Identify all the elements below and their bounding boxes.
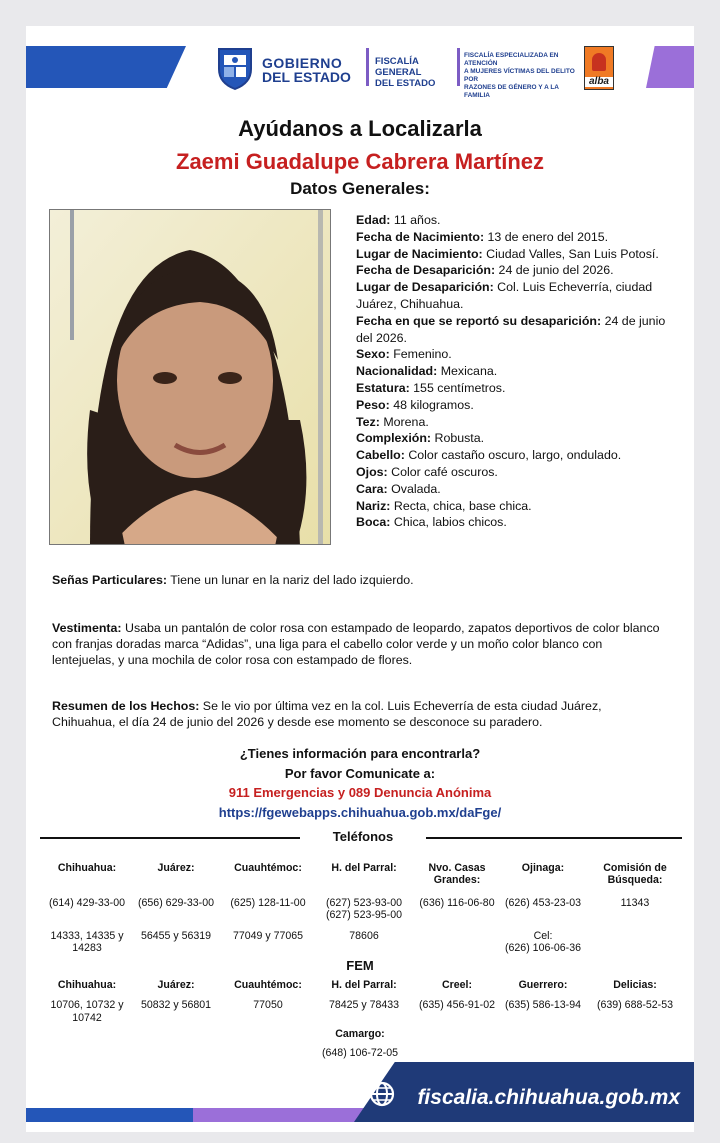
table-cell: Cel: (626) 106-06-36 (505, 929, 581, 955)
info-label: Ojos: (356, 464, 388, 479)
table-cell: (626) 453-23-03 (505, 896, 581, 909)
info-label: Boca: (356, 515, 391, 530)
table-cell: 78606 (349, 929, 379, 942)
table-header-cell: Cuauhtémoc: (234, 862, 302, 874)
datos-generales-title: Datos Generales: (290, 179, 430, 198)
table-header-cell: Comisión de Búsqueda: (603, 862, 667, 887)
header-band-right (646, 46, 694, 88)
table-cell: (635) 586-13-94 (505, 999, 581, 1012)
missing-person-name: Zaemi Guadalupe Cabrera Martínez (176, 149, 544, 174)
table-header-cell: Guerrero: (518, 979, 568, 991)
info-row (356, 346, 666, 363)
info-label: Cabello: (356, 448, 405, 463)
info-row (356, 279, 666, 313)
gobierno-line1: GOBIERNO (262, 55, 343, 71)
info-label: Complexión: (356, 431, 432, 446)
info-value: 13 de enero del 2015. (484, 229, 609, 244)
table-cell: 77049 y 77065 (232, 929, 304, 942)
table-cell (414, 930, 500, 955)
table-header-cell: Ojinaga: (521, 862, 565, 874)
general-info-list (356, 212, 666, 531)
fiscalia-line1: FISCALÍA GENERAL (375, 56, 422, 78)
info-value: Color café oscuros. (387, 464, 498, 479)
alba-figure-icon (592, 53, 606, 71)
table-cell: 10706, 10732 y 10742 (50, 999, 124, 1024)
info-value: Col. Luis Echeverría, ciudad Juárez, Chihuahua. (356, 280, 653, 311)
table-cell: (614) 429-33-00 (49, 896, 125, 909)
fem-title: FEM (346, 958, 374, 973)
globe-icon (368, 1080, 396, 1108)
senas-value: Tiene un lunar en la nariz del lado izquierdo. (167, 573, 414, 587)
info-label: Fecha en que se reportó su desaparición: (356, 313, 602, 328)
fiscalia-logo-text (375, 56, 455, 89)
info-value: Ovalada. (387, 481, 441, 496)
senas-label: Señas Particulares: (52, 573, 168, 587)
telefonos-table (44, 862, 684, 954)
gobierno-logo-text (262, 56, 351, 84)
emergency-numbers: 911 Emergencias y 089 Denuncia Anónima (228, 785, 492, 800)
info-row (356, 262, 666, 279)
table-cell: (627) 523-93-00 (627) 523-95-00 (326, 896, 402, 922)
fiscalia-line2: DEL ESTADO (375, 78, 436, 89)
camargo-phone: (648) 106-72-05 (322, 1047, 398, 1059)
info-row (356, 246, 666, 263)
fem-table (44, 979, 684, 1024)
page-title: Ayúdanos a Localizarla (238, 116, 482, 141)
table-cell: 11343 (620, 896, 650, 909)
table-header-cell: Delicias: (613, 979, 657, 991)
info-value: Mexicana. (437, 364, 498, 379)
table-cell: 50832 y 56801 (140, 999, 212, 1012)
info-label: Peso: (356, 397, 390, 412)
info-value: 24 de junio del 2026. (495, 263, 614, 278)
gobierno-line2: DEL ESTADO (262, 69, 351, 85)
telefonos-rule-left (40, 837, 300, 839)
info-row (356, 447, 666, 464)
header-divider-2 (457, 48, 460, 86)
telefonos-title: Teléfonos (332, 829, 394, 844)
table-cell (586, 930, 684, 955)
table-cell: (656) 629-33-00 (138, 896, 214, 909)
info-value: Color castaño oscuro, largo, ondulado. (404, 448, 622, 463)
info-row (356, 212, 666, 229)
info-row (356, 464, 666, 481)
missing-person-photo (49, 209, 331, 545)
info-value: Robusta. (431, 431, 485, 446)
info-label: Tez: (356, 414, 380, 429)
info-label: Nariz: (356, 498, 391, 513)
especializada-line1: FISCALÍA ESPECIALIZADA EN ATENCIÓN (464, 52, 559, 67)
info-value: Chica, labios chicos. (390, 515, 507, 530)
table-header-cell: Nvo. Casas Grandes: (428, 862, 486, 887)
table-cell: (639) 688-52-53 (597, 999, 673, 1012)
table-header-cell: Juárez: (157, 979, 195, 991)
info-row (356, 498, 666, 515)
report-link[interactable]: https://fgewebapps.chihuahua.gob.mx/daFge/ (218, 804, 502, 820)
info-value: 24 de junio del 2026. (356, 313, 666, 345)
info-row (356, 229, 666, 246)
header-divider (366, 48, 369, 86)
footer-website[interactable]: fiscalia.chihuahua.gob.mx (417, 1086, 680, 1109)
table-header-cell: Chihuahua: (57, 862, 117, 874)
table-cell: (635) 456-91-02 (419, 999, 495, 1012)
table-cell: 78425 y 78433 (328, 999, 400, 1012)
contact-call-to-action (26, 744, 694, 822)
vestimenta-value: Usaba un pantalón de color rosa con estampado de leopardo, zapatos deportivos de color blanco con franjas doradas marca “Adidas”, una liga para el cabello color verde y un moño color blanco con lentejuelas, y una mochila de color rosa con estampado de flores. (52, 621, 660, 667)
info-value: Femenino. (389, 347, 452, 362)
table-header-cell: Chihuahua: (57, 979, 117, 991)
resumen-value: Se le vio por última vez en la col. Luis Echeverría de esta ciudad Juárez, Chihuahua, el día 24 de junio del 2026 y desde ese momento se desconoce su paradero. (52, 699, 602, 729)
info-label: Fecha de Desaparición: (356, 263, 496, 278)
table-header-cell: Juárez: (157, 862, 195, 874)
info-label: Estatura: (356, 380, 410, 395)
info-label: Sexo: (356, 347, 390, 362)
alba-logo (584, 46, 614, 90)
header-band-left (26, 46, 186, 88)
info-value: Morena. (379, 414, 429, 429)
especializada-logo-text (464, 52, 584, 100)
vestimenta (52, 620, 667, 668)
state-shield-icon (216, 45, 254, 91)
info-row (356, 481, 666, 498)
info-value: Recta, chica, base chica. (390, 498, 532, 513)
table-cell: (625) 128-11-00 (230, 896, 306, 909)
info-row (356, 414, 666, 431)
info-label: Fecha de Nacimiento: (356, 229, 485, 244)
senas-particulares (52, 572, 667, 588)
info-label: Nacionalidad: (356, 364, 438, 379)
table-cell: 56455 y 56319 (140, 929, 212, 942)
info-row (356, 363, 666, 380)
info-row (356, 397, 666, 414)
alba-label: alba (585, 77, 613, 87)
info-row (356, 380, 666, 397)
info-row (356, 430, 666, 447)
info-value: Ciudad Valles, San Luis Potosí. (482, 246, 659, 261)
info-value: 155 centímetros. (409, 380, 506, 395)
telefonos-rule-right (426, 837, 682, 839)
camargo-label: Camargo: (335, 1028, 385, 1040)
table-header-cell: H. del Parral: (331, 862, 397, 874)
especializada-line3: RAZONES DE GÉNERO Y A LA FAMILIA (464, 84, 559, 99)
info-label: Edad: (356, 213, 391, 227)
table-header-cell: H. del Parral: (331, 979, 397, 991)
info-label: Lugar de Desaparición: (356, 280, 494, 295)
info-value: 11 años. (390, 213, 441, 227)
cta-question: ¿Tienes información para encontrarla? (239, 746, 481, 761)
info-label: Lugar de Nacimiento: (356, 246, 483, 261)
info-value: 48 kilogramos. (389, 397, 474, 412)
info-row (356, 313, 666, 347)
table-header-cell: Creel: (441, 979, 473, 991)
info-row (356, 514, 666, 531)
table-cell: 77050 (253, 999, 283, 1012)
table-cell: (636) 116-06-80 (419, 896, 495, 909)
especializada-line2: A MUJERES VÍCTIMAS DEL DELITO POR (464, 68, 575, 83)
cta-communicate: Por favor Comunicate a: (284, 765, 436, 781)
resumen-hechos (52, 698, 667, 730)
vestimenta-label: Vestimenta: (52, 621, 122, 635)
table-header-cell: Cuauhtémoc: (234, 979, 302, 991)
info-label: Cara: (356, 481, 388, 496)
resumen-label: Resumen de los Hechos: (52, 699, 200, 713)
table-cell: 14333, 14335 y 14283 (50, 929, 124, 955)
alert-sheet (26, 26, 694, 1132)
